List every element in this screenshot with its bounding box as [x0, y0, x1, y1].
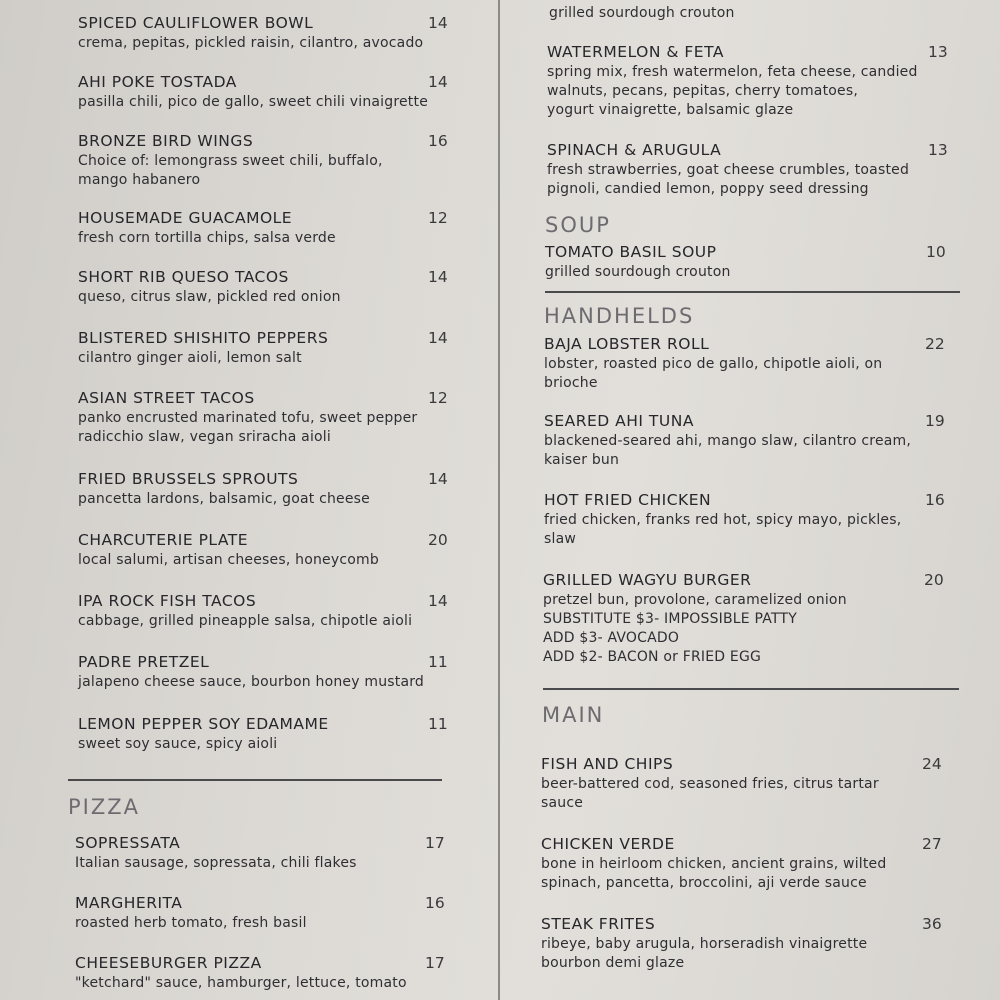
item-price: 20: [924, 571, 944, 589]
menu-item-baja-lobster-roll: [534, 335, 964, 393]
item-price: 27: [922, 835, 942, 853]
section-title-main: MAIN: [542, 703, 605, 727]
item-name: SPINACH & ARUGULA: [547, 141, 722, 159]
item-description: brioche: [544, 375, 598, 391]
item-description: bone in heirloom chicken, ancient grains, wilted: [541, 856, 887, 872]
menu-item-hot-fried-chicken: [534, 491, 964, 549]
menu-item-tomato-basil-soup: [535, 243, 965, 282]
menu-item-sopressata: [65, 834, 455, 873]
item-price: 20: [428, 531, 448, 549]
item-price: 14: [428, 329, 448, 347]
menu-item-steak-frites: [531, 915, 961, 973]
menu-item-charcuterie-plate: [68, 531, 458, 570]
item-description: walnuts, pecans, pepitas, cherry tomatoes,: [547, 83, 858, 99]
item-price: 14: [428, 14, 448, 32]
item-name: BRONZE BIRD WINGS: [78, 132, 254, 150]
item-name: BLISTERED SHISHITO PEPPERS: [78, 329, 329, 347]
item-description: fried chicken, franks red hot, spicy mayo, pickles,: [544, 512, 902, 528]
item-price: 19: [925, 412, 945, 430]
section-title-pizza: PIZZA: [68, 795, 140, 819]
item-description: blackened-seared ahi, mango slaw, cilantro cream,: [544, 433, 912, 449]
item-price: 16: [925, 491, 945, 509]
item-description: pasilla chili, pico de gallo, sweet chili vinaigrette: [78, 94, 429, 110]
menu-item-fried-brussels-sprouts: [68, 470, 458, 509]
menu-item-cheeseburger-pizza: [65, 954, 455, 993]
item-price: 22: [925, 335, 945, 353]
item-description: bourbon demi glaze: [541, 955, 685, 971]
section-rule: [68, 779, 442, 781]
item-price: 11: [428, 715, 448, 733]
menu-item-grilled-wagyu-burger: [533, 571, 963, 667]
item-name: LEMON PEPPER SOY EDAMAME: [78, 715, 329, 733]
item-description: fresh strawberries, goat cheese crumbles, toasted: [547, 162, 910, 178]
item-name: AHI POKE TOSTADA: [78, 73, 237, 91]
item-name: PADRE PRETZEL: [78, 653, 210, 671]
item-description: sweet soy sauce, spicy aioli: [78, 736, 278, 752]
item-description: kaiser bun: [544, 452, 620, 468]
item-name: SHORT RIB QUESO TACOS: [78, 268, 289, 286]
item-description: pancetta lardons, balsamic, goat cheese: [78, 491, 370, 507]
item-price: 10: [926, 243, 946, 261]
menu-item-margherita: [65, 894, 455, 933]
item-price: 36: [922, 915, 942, 933]
item-price: 14: [428, 268, 448, 286]
item-name: FRIED BRUSSELS SPROUTS: [78, 470, 299, 488]
menu-item-fish-and-chips: [531, 755, 961, 813]
item-name: ASIAN STREET TACOS: [78, 389, 255, 407]
menu-item-housemade-guacamole: [68, 209, 458, 248]
item-description: ADD $2- BACON or FRIED EGG: [543, 649, 762, 665]
menu-item-bronze-bird-wings: [68, 132, 458, 190]
item-price: 12: [428, 209, 448, 227]
item-description: grilled sourdough crouton: [549, 5, 735, 21]
item-price: 14: [428, 73, 448, 91]
menu-item-seared-ahi-tuna: [534, 412, 964, 470]
item-description: queso, citrus slaw, pickled red onion: [78, 289, 341, 305]
section-title-handhelds: HANDHELDS: [544, 304, 695, 328]
item-name: HOUSEMADE GUACAMOLE: [78, 209, 293, 227]
column-divider: [498, 0, 500, 1000]
item-name: SPICED CAULIFLOWER BOWL: [78, 14, 314, 32]
item-description: sauce: [541, 795, 584, 811]
item-description: jalapeno cheese sauce, bourbon honey mustard: [78, 674, 425, 690]
item-name: CHEESEBURGER PIZZA: [75, 954, 262, 972]
item-description: cilantro ginger aioli, lemon salt: [78, 350, 302, 366]
item-name: SEARED AHI TUNA: [544, 412, 694, 430]
item-price: 14: [428, 470, 448, 488]
menu-item-spinach-arugula: [537, 141, 967, 199]
item-description: SUBSTITUTE $3- IMPOSSIBLE PATTY: [543, 611, 797, 627]
item-price: 12: [428, 389, 448, 407]
item-description: mango habanero: [78, 172, 201, 188]
menu-item-blistered-shishito-peppers: [68, 329, 458, 368]
menu-item-ipa-rock-fish-tacos: [68, 592, 458, 631]
item-name: SOPRESSATA: [75, 834, 181, 852]
item-name: CHICKEN VERDE: [541, 835, 675, 853]
item-description: yogurt vinaigrette, balsamic glaze: [547, 102, 794, 118]
item-description: Choice of: lemongrass sweet chili, buffalo,: [78, 153, 383, 169]
item-description: grilled sourdough crouton: [545, 264, 731, 280]
item-description: fresh corn tortilla chips, salsa verde: [78, 230, 336, 246]
item-name: MARGHERITA: [75, 894, 183, 912]
item-description: roasted herb tomato, fresh basil: [75, 915, 307, 931]
item-description: radicchio slaw, vegan sriracha aioli: [78, 429, 331, 445]
item-description: slaw: [544, 531, 577, 547]
section-rule: [545, 291, 960, 293]
item-description: spinach, pancetta, broccolini, aji verde sauce: [541, 875, 867, 891]
item-price: 14: [428, 592, 448, 610]
item-description: crema, pepitas, pickled raisin, cilantro, avocado: [78, 35, 424, 51]
item-description: local salumi, artisan cheeses, honeycomb: [78, 552, 379, 568]
item-price: 24: [922, 755, 942, 773]
item-price: 16: [425, 894, 445, 912]
item-description: pretzel bun, provolone, caramelized onion: [543, 592, 847, 608]
item-description: ADD $3- AVOCADO: [543, 630, 680, 646]
item-price: 16: [428, 132, 448, 150]
menu-item-lemon-pepper-soy-edamame: [68, 715, 458, 754]
menu-item-padre-pretzel: [68, 653, 458, 692]
item-description: cabbage, grilled pineapple salsa, chipotle aioli: [78, 613, 413, 629]
item-description: beer-battered cod, seasoned fries, citrus tartar: [541, 776, 879, 792]
item-description: Italian sausage, sopressata, chili flakes: [75, 855, 357, 871]
menu-item-chicken-verde: [531, 835, 961, 893]
section-rule: [543, 688, 959, 690]
menu-item-asian-street-tacos: [68, 389, 458, 447]
item-description: lobster, roasted pico de gallo, chipotle aioli, on: [544, 356, 883, 372]
menu-item-ahi-poke-tostada: [68, 73, 458, 112]
item-description: ribeye, baby arugula, horseradish vinaigrette: [541, 936, 868, 952]
item-name: HOT FRIED CHICKEN: [544, 491, 712, 509]
item-description: panko encrusted marinated tofu, sweet pepper: [78, 410, 418, 426]
item-name: STEAK FRITES: [541, 915, 656, 933]
item-description: "ketchard" sauce, hamburger, lettuce, tomato: [75, 975, 407, 991]
item-name: BAJA LOBSTER ROLL: [544, 335, 710, 353]
item-price: 17: [425, 834, 445, 852]
item-name: IPA ROCK FISH TACOS: [78, 592, 257, 610]
section-title-soup: SOUP: [545, 213, 611, 237]
menu-item-short-rib-queso-tacos: [68, 268, 458, 307]
item-description: spring mix, fresh watermelon, feta cheese, candied: [547, 64, 918, 80]
item-name: GRILLED WAGYU BURGER: [543, 571, 752, 589]
item-name: FISH AND CHIPS: [541, 755, 674, 773]
item-price: 11: [428, 653, 448, 671]
item-price: 17: [425, 954, 445, 972]
item-price: 13: [928, 141, 948, 159]
item-description: pignoli, candied lemon, poppy seed dressing: [547, 181, 869, 197]
item-name: WATERMELON & FETA: [547, 43, 724, 61]
menu-item-watermelon-feta: [537, 43, 967, 120]
item-name: TOMATO BASIL SOUP: [545, 243, 717, 261]
item-name: CHARCUTERIE PLATE: [78, 531, 249, 549]
item-price: 13: [928, 43, 948, 61]
menu-item-spiced-cauliflower-bowl: [68, 14, 458, 53]
